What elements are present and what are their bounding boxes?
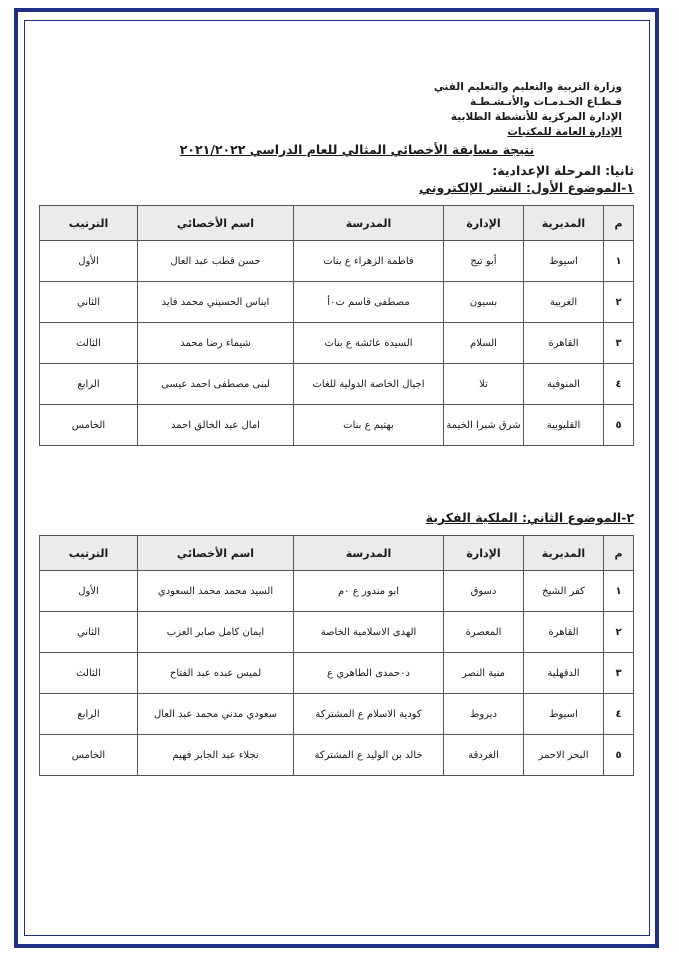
cell-no: ٤ (604, 364, 634, 405)
org-libraries-admin: الإدارة العامة للمكتبات (507, 126, 622, 138)
cell-specialist: نجلاء عبد الجابر فهيم (138, 735, 294, 776)
cell-specialist: سعودي مدني محمد عبد العال (138, 694, 294, 735)
cell-administration: تلا (444, 364, 524, 405)
cell-administration: بسيون (444, 282, 524, 323)
table-row (40, 405, 634, 446)
cell-school: فاطمة الزهراء ع بنات (294, 241, 444, 282)
cell-directorate: القليوبية (524, 405, 604, 446)
cell-school: الهدى الاسلامية الخاصة (294, 612, 444, 653)
cell-directorate: المنوفية (524, 364, 604, 405)
cell-rank: الخامس (40, 735, 138, 776)
cell-directorate: الدقهلية (524, 653, 604, 694)
cell-school: بهتيم ع بنات (294, 405, 444, 446)
table-header-row (40, 206, 634, 241)
cell-no: ٥ (604, 735, 634, 776)
cell-rank: الثاني (40, 282, 138, 323)
table-row (40, 282, 634, 323)
section-heading-1: ١-الموضوع الأول: النشر الإلكتروني (419, 180, 634, 195)
cell-specialist: ايناس الحسيني محمد فايد (138, 282, 294, 323)
cell-rank: الرابع (40, 364, 138, 405)
cell-school: مصطفى قاسم ت٠أ (294, 282, 444, 323)
cell-administration: شرق شبرا الخيمة (444, 405, 524, 446)
col-header-administration: الإدارة (444, 206, 524, 241)
cell-directorate: كفر الشيخ (524, 571, 604, 612)
stage-heading: ثانيا: المرحلة الإعدادية: (492, 163, 634, 178)
org-central-admin: الإدارة المركزية للأنشطة الطلابية (450, 111, 622, 123)
table-row (40, 612, 634, 653)
col-header-directorate: المديرية (524, 206, 604, 241)
table-row (40, 364, 634, 405)
cell-no: ٥ (604, 405, 634, 446)
cell-school: خالد بن الوليد ع المشتركة (294, 735, 444, 776)
cell-directorate: البحر الاحمر (524, 735, 604, 776)
table-row (40, 735, 634, 776)
cell-rank: الخامس (40, 405, 138, 446)
org-sector: قـطـاع الخـدمـات والأنـشـطـة (470, 96, 622, 108)
cell-school: السيدة عائشة ع بنات (294, 323, 444, 364)
cell-specialist: ايمان كامل صابر العزب (138, 612, 294, 653)
cell-school: ابو مندور ع ٠م (294, 571, 444, 612)
cell-specialist: لبنى مصطفى احمد عيسى (138, 364, 294, 405)
cell-administration: المعصرة (444, 612, 524, 653)
col-header-specialist: اسم الأخصائي (138, 536, 294, 571)
cell-no: ٤ (604, 694, 634, 735)
results-table-2 (39, 535, 634, 776)
cell-administration: السلام (444, 323, 524, 364)
col-header-no: م (604, 536, 634, 571)
col-header-rank: الترتيب (40, 536, 138, 571)
cell-school: د٠حمدى الطاهري ع (294, 653, 444, 694)
cell-no: ٣ (604, 653, 634, 694)
cell-administration: ديروط (444, 694, 524, 735)
cell-no: ١ (604, 241, 634, 282)
cell-school: كودية الاسلام ع المشتركة (294, 694, 444, 735)
cell-no: ٣ (604, 323, 634, 364)
cell-no: ١ (604, 571, 634, 612)
cell-directorate: اسيوط (524, 694, 604, 735)
section-spacer (40, 446, 634, 508)
table-row (40, 323, 634, 364)
org-ministry: وزارة التربية والتعليم والتعليم الفني (433, 81, 622, 93)
cell-rank: الرابع (40, 694, 138, 735)
document-title: نتيجة مسابقة الأخصائي المثالي للعام الدراسي ٢٠٢١/٢٠٢٢ (179, 142, 535, 157)
table-row (40, 694, 634, 735)
cell-directorate: اسيوط (524, 241, 604, 282)
cell-specialist: شيماء رضا محمد (138, 323, 294, 364)
cell-rank: الثالث (40, 323, 138, 364)
cell-administration: الغردقة (444, 735, 524, 776)
cell-specialist: امال عبد الخالق احمد (138, 405, 294, 446)
cell-specialist: حسن قطب عبد العال (138, 241, 294, 282)
organization-header (40, 80, 622, 140)
cell-no: ٢ (604, 612, 634, 653)
col-header-no: م (604, 206, 634, 241)
col-header-administration: الإدارة (444, 536, 524, 571)
table-header-row (40, 536, 634, 571)
cell-rank: الأول (40, 241, 138, 282)
col-header-directorate: المديرية (524, 536, 604, 571)
table-row (40, 241, 634, 282)
cell-directorate: القاهرة (524, 612, 604, 653)
cell-administration: منية النصر (444, 653, 524, 694)
col-header-rank: الترتيب (40, 206, 138, 241)
cell-specialist: السيد محمد محمد السعودي (138, 571, 294, 612)
section-heading-2: ٢-الموضوع الثاني: الملكية الفكرية (425, 510, 634, 525)
cell-directorate: الغربية (524, 282, 604, 323)
cell-administration: أبو تيج (444, 241, 524, 282)
cell-rank: الثالث (40, 653, 138, 694)
cell-rank: الثاني (40, 612, 138, 653)
cell-directorate: القاهرة (524, 323, 604, 364)
cell-administration: دسوق (444, 571, 524, 612)
col-header-school: المدرسة (294, 536, 444, 571)
table-row (40, 653, 634, 694)
table-row (40, 571, 634, 612)
cell-no: ٢ (604, 282, 634, 323)
col-header-specialist: اسم الأخصائي (138, 206, 294, 241)
col-header-school: المدرسة (294, 206, 444, 241)
cell-specialist: لميس عبده عبد الفتاح (138, 653, 294, 694)
document-content (40, 40, 634, 776)
cell-rank: الأول (40, 571, 138, 612)
cell-school: اجيال الخاصة الدولية للغات (294, 364, 444, 405)
results-table-1 (39, 205, 634, 446)
